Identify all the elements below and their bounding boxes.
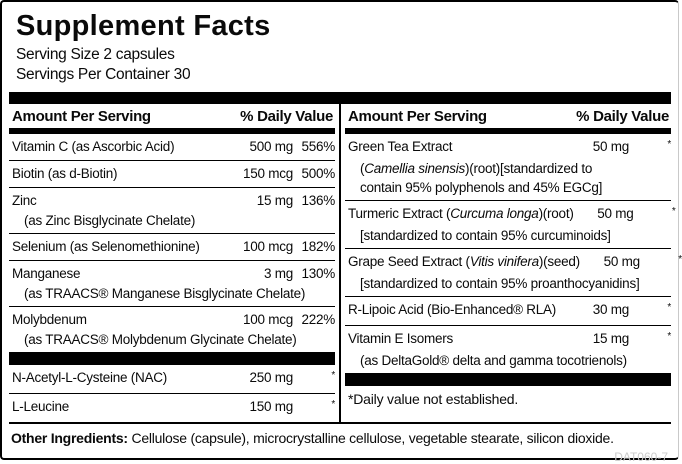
nutrient-name-text: (as TRAACS® Molybdenum Glycinate Chelate) (24, 332, 297, 347)
nutrient-name-text: )(seed) (538, 254, 580, 269)
top-divider-bar (9, 92, 671, 104)
nutrient-detail-line (12, 211, 335, 230)
nutrient-row (345, 134, 671, 200)
nutrient-amount: 150 mg (249, 399, 293, 414)
nutrient-name (12, 190, 233, 211)
servings-per-container: Servings Per Container 30 (16, 66, 191, 83)
nutrient-rows (345, 134, 682, 422)
nutrient-name-text: L-Leucine (12, 399, 70, 414)
nutrient-name-text: (as Zinc Bisglycinate Chelate) (24, 213, 196, 228)
nutrient-detail-line (12, 330, 335, 349)
nutrient-row (345, 296, 671, 325)
nutrient-name-text: [standardized to contain 95% proanthocyanidins] (360, 276, 640, 291)
nutrient-name-text: contain 95% polyphenols and 45% EGCg] (360, 180, 603, 195)
nutrient-detail-line (348, 159, 671, 178)
column-header (9, 104, 335, 128)
nutrient-row (345, 325, 671, 373)
facts-column-left (9, 104, 335, 422)
nutrient-name-text: ( (360, 161, 365, 176)
nutrient-row (345, 200, 676, 248)
nutrient-name (12, 396, 233, 417)
nutrient-name (348, 136, 569, 157)
nutrient-amount: 100 mcg (242, 312, 293, 327)
nutrient-row (9, 260, 335, 306)
column-header (345, 104, 671, 128)
daily-value-header: % Daily Value (576, 108, 669, 125)
nutrient-amount: 3 mg (263, 266, 293, 281)
section-divider-bar (9, 352, 335, 365)
nutrient-name-text: N-Acetyl-L-Cysteine (NAC) (12, 370, 168, 385)
nutrient-amount: 250 mg (249, 370, 293, 385)
nutrient-amount: 50 mg (603, 254, 640, 269)
nutrient-main-line (12, 163, 335, 184)
nutrient-name-text: Vitamin E Isomers (348, 331, 454, 346)
nutrient-main-line (348, 203, 676, 226)
no-daily-value-asterisk: * (678, 254, 682, 265)
nutrient-name (348, 251, 580, 272)
nutrient-name-text: (as DeltaGold® delta and gamma tocotrienols) (360, 353, 627, 368)
nutrient-amount: 30 mg (592, 302, 629, 317)
nutrient-name (348, 299, 569, 320)
nutrient-name-text: Selenium (as Selenomethionine) (12, 239, 200, 254)
nutrient-amount: 50 mg (597, 206, 634, 221)
product-code: DAT060-7 (614, 450, 668, 464)
nutrient-name-text: Zinc (12, 193, 37, 208)
nutrient-name-text: Vitamin C (as Ascorbic Acid) (12, 139, 175, 154)
daily-value-footnote: *Daily value not established. (348, 391, 519, 407)
nutrient-main-line (12, 190, 335, 211)
botanical-name: Camellia sinensis (364, 161, 466, 176)
botanical-name: Curcuma longa (450, 206, 539, 221)
nutrient-detail-line (348, 274, 671, 293)
nutrient-main-line (12, 367, 335, 390)
nutrient-amount: 150 mcg (242, 166, 293, 181)
facts-table (9, 104, 682, 424)
daily-value-percent: 136% (301, 193, 335, 208)
amount-per-serving-header: Amount Per Serving (348, 108, 487, 125)
nutrient-amount: 15 mg (256, 193, 293, 208)
daily-value-percent: 222% (301, 312, 335, 327)
nutrient-main-line (348, 299, 671, 322)
other-ingredients-text: Cellulose (capsule), microcrystalline cellulose, vegetable stearate, silicon dioxide. (127, 430, 614, 446)
nutrient-name-text: Turmeric Extract ( (348, 206, 451, 221)
no-daily-value-asterisk: * (667, 139, 671, 150)
nutrient-row (9, 365, 335, 393)
nutrient-name (12, 136, 233, 157)
column-divider (339, 104, 341, 422)
nutrient-row (9, 187, 335, 233)
daily-value-percent: 130% (301, 266, 335, 281)
nutrient-name (12, 163, 233, 184)
nutrient-main-line (348, 251, 682, 274)
nutrient-name (12, 367, 233, 388)
nutrient-rows (9, 134, 335, 422)
nutrient-name-text: [standardized to contain 95% curcuminoids] (360, 228, 611, 243)
nutrient-amount: 500 mg (249, 139, 293, 154)
daily-value-percent: 500% (301, 166, 335, 181)
nutrient-row (9, 233, 335, 260)
nutrient-row (9, 306, 335, 352)
nutrient-name-text: )(root) (538, 206, 574, 221)
facts-column-right (345, 104, 682, 422)
no-daily-value-asterisk: * (331, 399, 335, 410)
nutrient-name-text: )(root)[standardized to (465, 161, 593, 176)
nutrient-row (345, 248, 682, 296)
nutrient-name-text: R-Lipoic Acid (Bio-Enhanced® RLA) (348, 302, 557, 317)
nutrient-detail-line (348, 351, 671, 370)
other-ingredients-label: Other Ingredients: (11, 430, 128, 446)
nutrient-main-line (12, 263, 335, 284)
no-daily-value-asterisk: * (667, 302, 671, 313)
nutrient-main-line (12, 236, 335, 257)
nutrient-main-line (12, 136, 335, 157)
nutrient-row (9, 160, 335, 187)
nutrient-detail-line (348, 178, 671, 197)
no-daily-value-asterisk: * (671, 206, 676, 217)
nutrient-main-line (12, 396, 335, 419)
nutrient-row (9, 393, 335, 422)
nutrient-name-text: Grape Seed Extract ( (348, 254, 470, 269)
nutrient-main-line (348, 328, 671, 351)
no-daily-value-asterisk: * (331, 370, 335, 381)
daily-value-percent: 182% (301, 239, 335, 254)
daily-value-header: % Daily Value (240, 108, 333, 125)
nutrient-name (12, 263, 233, 284)
nutrient-detail-line (12, 284, 335, 303)
nutrient-name (348, 203, 574, 224)
nutrient-name-text: Biotin (as d-Biotin) (12, 166, 118, 181)
section-divider-bar (345, 373, 671, 386)
nutrient-name (348, 328, 569, 349)
daily-value-percent: 556% (301, 139, 335, 154)
nutrient-main-line (12, 309, 335, 330)
nutrient-name-text: Molybdenum (12, 312, 87, 327)
no-daily-value-asterisk: * (667, 331, 671, 342)
nutrient-amount: 100 mcg (242, 239, 293, 254)
nutrient-name (12, 309, 233, 330)
nutrient-name-text: (as TRAACS® Manganese Bisglycinate Chelate) (24, 286, 306, 301)
nutrient-detail-line (348, 226, 671, 245)
nutrient-name (12, 236, 233, 257)
nutrient-amount: 50 mg (592, 139, 629, 154)
nutrient-main-line (348, 136, 671, 159)
nutrient-row (9, 134, 335, 160)
serving-size: Serving Size 2 capsules (16, 46, 175, 63)
nutrient-name-text: Green Tea Extract (348, 139, 453, 154)
other-ingredients (11, 429, 671, 447)
nutrient-amount: 15 mg (592, 331, 629, 346)
amount-per-serving-header: Amount Per Serving (12, 108, 151, 125)
label-title: Supplement Facts (16, 10, 271, 42)
nutrient-name-text: Manganese (12, 266, 81, 281)
botanical-name: Vitis vinifera (469, 254, 539, 269)
